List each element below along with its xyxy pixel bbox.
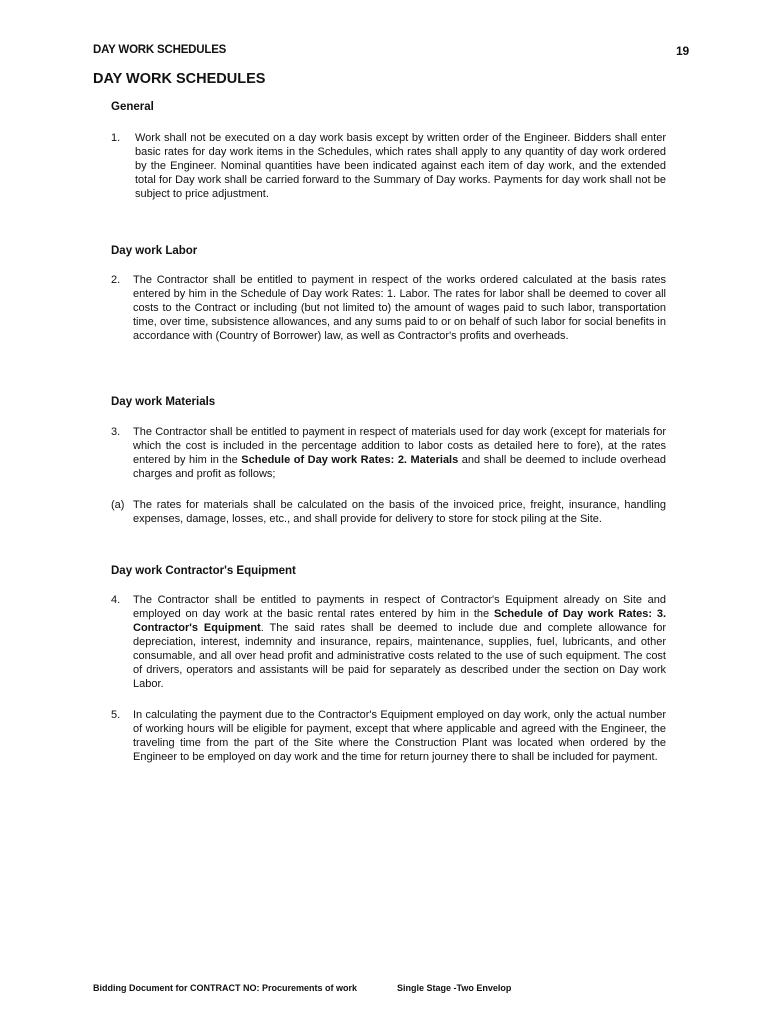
- paragraph-1: [111, 131, 666, 201]
- paragraph-number: 1.: [111, 132, 121, 144]
- footer-left: Bidding Document for CONTRACT NO: Procurements of work: [93, 983, 358, 993]
- section-heading-labor: Day work Labor: [111, 245, 198, 257]
- schedule-reference: Schedule of Day work Rates: 2. Materials: [241, 454, 459, 466]
- paragraph-5: [111, 708, 666, 764]
- paragraph-2: [111, 273, 666, 343]
- paragraph-a: [111, 498, 666, 526]
- paragraph-number: 4.: [111, 594, 121, 606]
- running-title: DAY WORK SCHEDULES: [93, 44, 227, 56]
- paragraph-number: 3.: [111, 426, 121, 438]
- paragraph-text: The Contractor shall be entitled to payment in respect of the works ordered calculated at the basis rates entered by him in the Schedule of Day work Rates: 1. Labor. The rates for labor shall be deemed to cover all costs to the Contract or including (but not limited to) the amount of wages paid to such labor, transportation time, over time, subsistence allowances, and any sums paid to or on behalf of such labor for social benefits in accordance with (Country of Borrower) law, as well as Contractor's profits and overheads.: [133, 274, 666, 342]
- paragraph-number: (a): [111, 499, 125, 511]
- paragraph-text: Work shall not be executed on a day work basis except by written order of the Engineer. Bidders shall enter basic rates for day work items in the Schedules, which rates shall apply to any quantity of day work ordered by the Engineer. Nominal quantities have been indicated against each item of day work, and the extended total for Day work shall be carried forward to the Summary of Day works. Payments for day work shall not be subject to price adjustment.: [135, 132, 666, 200]
- page-title: DAY WORK SCHEDULES: [93, 71, 266, 87]
- paragraph-text: The Contractor shall be entitled to payments in respect of Contractor's Equipment already on Site and employed on day work at the basic rental rates entered by him in the Schedule of Day work Rates: 3. Contractor's Equipment. The said rates shall be deemed to include due and complete allowance for depreciation, interest, indemnity and insurance, repairs, maintenance, supplies, fuel, lubricants, and other consumable, and all over head profit and administrative costs related to the use of such equipment. The cost of drivers, operators and assistants will be paid for separately as described under the section on Day work Labor.: [133, 594, 666, 690]
- paragraph-text: The rates for materials shall be calculated on the basis of the invoiced price, freight, insurance, handling expenses, damage, losses, etc., and shall provide for delivery to store for stock piling at the Site.: [133, 499, 666, 525]
- section-heading-materials: Day work Materials: [111, 396, 216, 408]
- running-header: [93, 44, 689, 56]
- section-heading-general: General: [111, 101, 154, 113]
- paragraph-number: 2.: [111, 274, 121, 286]
- page-number: 19: [676, 44, 689, 58]
- paragraph-number: 5.: [111, 709, 121, 721]
- paragraph-4: [111, 593, 666, 691]
- paragraph-3: [111, 425, 666, 481]
- section-heading-equipment: Day work Contractor's Equipment: [111, 565, 296, 577]
- paragraph-text: The Contractor shall be entitled to payment in respect of materials used for day work (except for materials for which the cost is included in the percentage addition to labor costs as detailed here to fore), at the rates entered by him in the Schedule of Day work Rates: 2. Materials and shall be deemed to include overhead charges and profit as follows;: [133, 426, 666, 480]
- schedule-reference: Schedule of Day work Rates: 3. Contractor's Equipment: [133, 608, 666, 634]
- page-footer: [93, 983, 512, 993]
- paragraph-text: In calculating the payment due to the Contractor's Equipment employed on day work, only the actual number of working hours will be eligible for payment, except that where applicable and agreed with the Engineer, the traveling time from the part of the Site where the Construction Plant was located when ordered by the Engineer to be employed on day work and the time for return journey there to shall be included for payment.: [133, 709, 666, 763]
- footer-right: Single Stage -Two Envelop: [397, 983, 512, 993]
